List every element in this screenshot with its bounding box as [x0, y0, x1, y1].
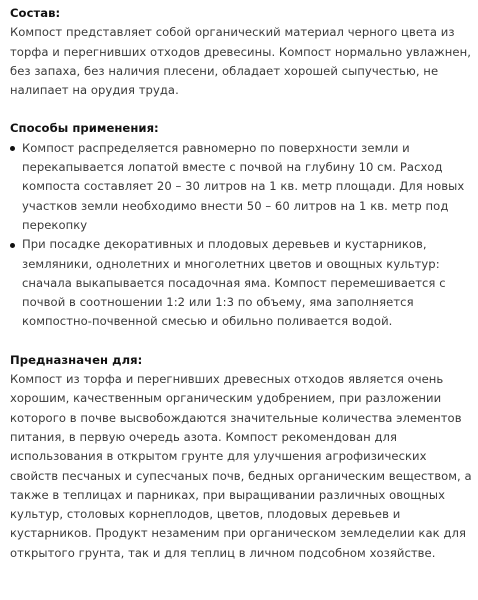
description-content: [10, 4, 472, 563]
composition-title: Состав:: [10, 6, 61, 20]
purpose-title: Предназначен для:: [10, 352, 143, 367]
section-spacer: [10, 332, 472, 351]
usage-section: [10, 119, 472, 331]
usage-item-text: При посадке декоративных и плодовых деревьев и кустарников, земляники, однолетних и многолетних цветов и овощных культур: сначала выкапывается посадочная яма. Компост перемешивается с почвой в соотношении 1:2 или 1:3 по объему, яма заполняется компостно-почвенной смесью и обильно поливается водой.: [22, 237, 446, 329]
section-spacer: [10, 100, 472, 119]
usage-title: Способы применения:: [10, 121, 159, 136]
usage-list: [10, 139, 472, 332]
usage-list-item: [10, 235, 472, 331]
composition-section: [10, 4, 472, 100]
purpose-text: Компост из торфа и перегнивших древесных отходов является очень хорошим, качественным органическим удобрением, при разложении которого в почве высвобождаются значительные количества элементов питания, в первую очередь азота. Компост рекомендован для использования в открытом грунте для улучшения агрофизических свойств песчаных и супесчаных почв, бедных органическим веществом, а также в теплицах и парниках, при выращивании различных овощных культур, столовых корнеплодов, цветов, плодовых деревьев и кустарников. Продукт незаменим при органическом земледелии как для открытого грунта, так и для теплиц в личном подсобном хозяйстве.: [10, 372, 472, 560]
composition-text: Компост представляет собой органический материал черного цвета из торфа и перегнивших отходов древесины. Компост нормально увлажнен, без запаха, без наличия плесени, обладает хорошей сыпучестью, не налипает на орудия труда.: [10, 25, 471, 98]
purpose-section: [10, 351, 472, 563]
usage-item-text: Компост распределяется равномерно по поверхности земли и перекапывается лопатой вместе с почвой на глубину 10 см. Расход компоста составляет 20 – 30 литров на 1 кв. метр площади. Для новых участков земли необходимо внести 50 – 60 литров на 1 кв. метр под перекопку: [22, 140, 465, 232]
usage-list-item: [10, 139, 472, 235]
bullet-icon: [10, 146, 15, 151]
bullet-icon: [10, 243, 15, 248]
